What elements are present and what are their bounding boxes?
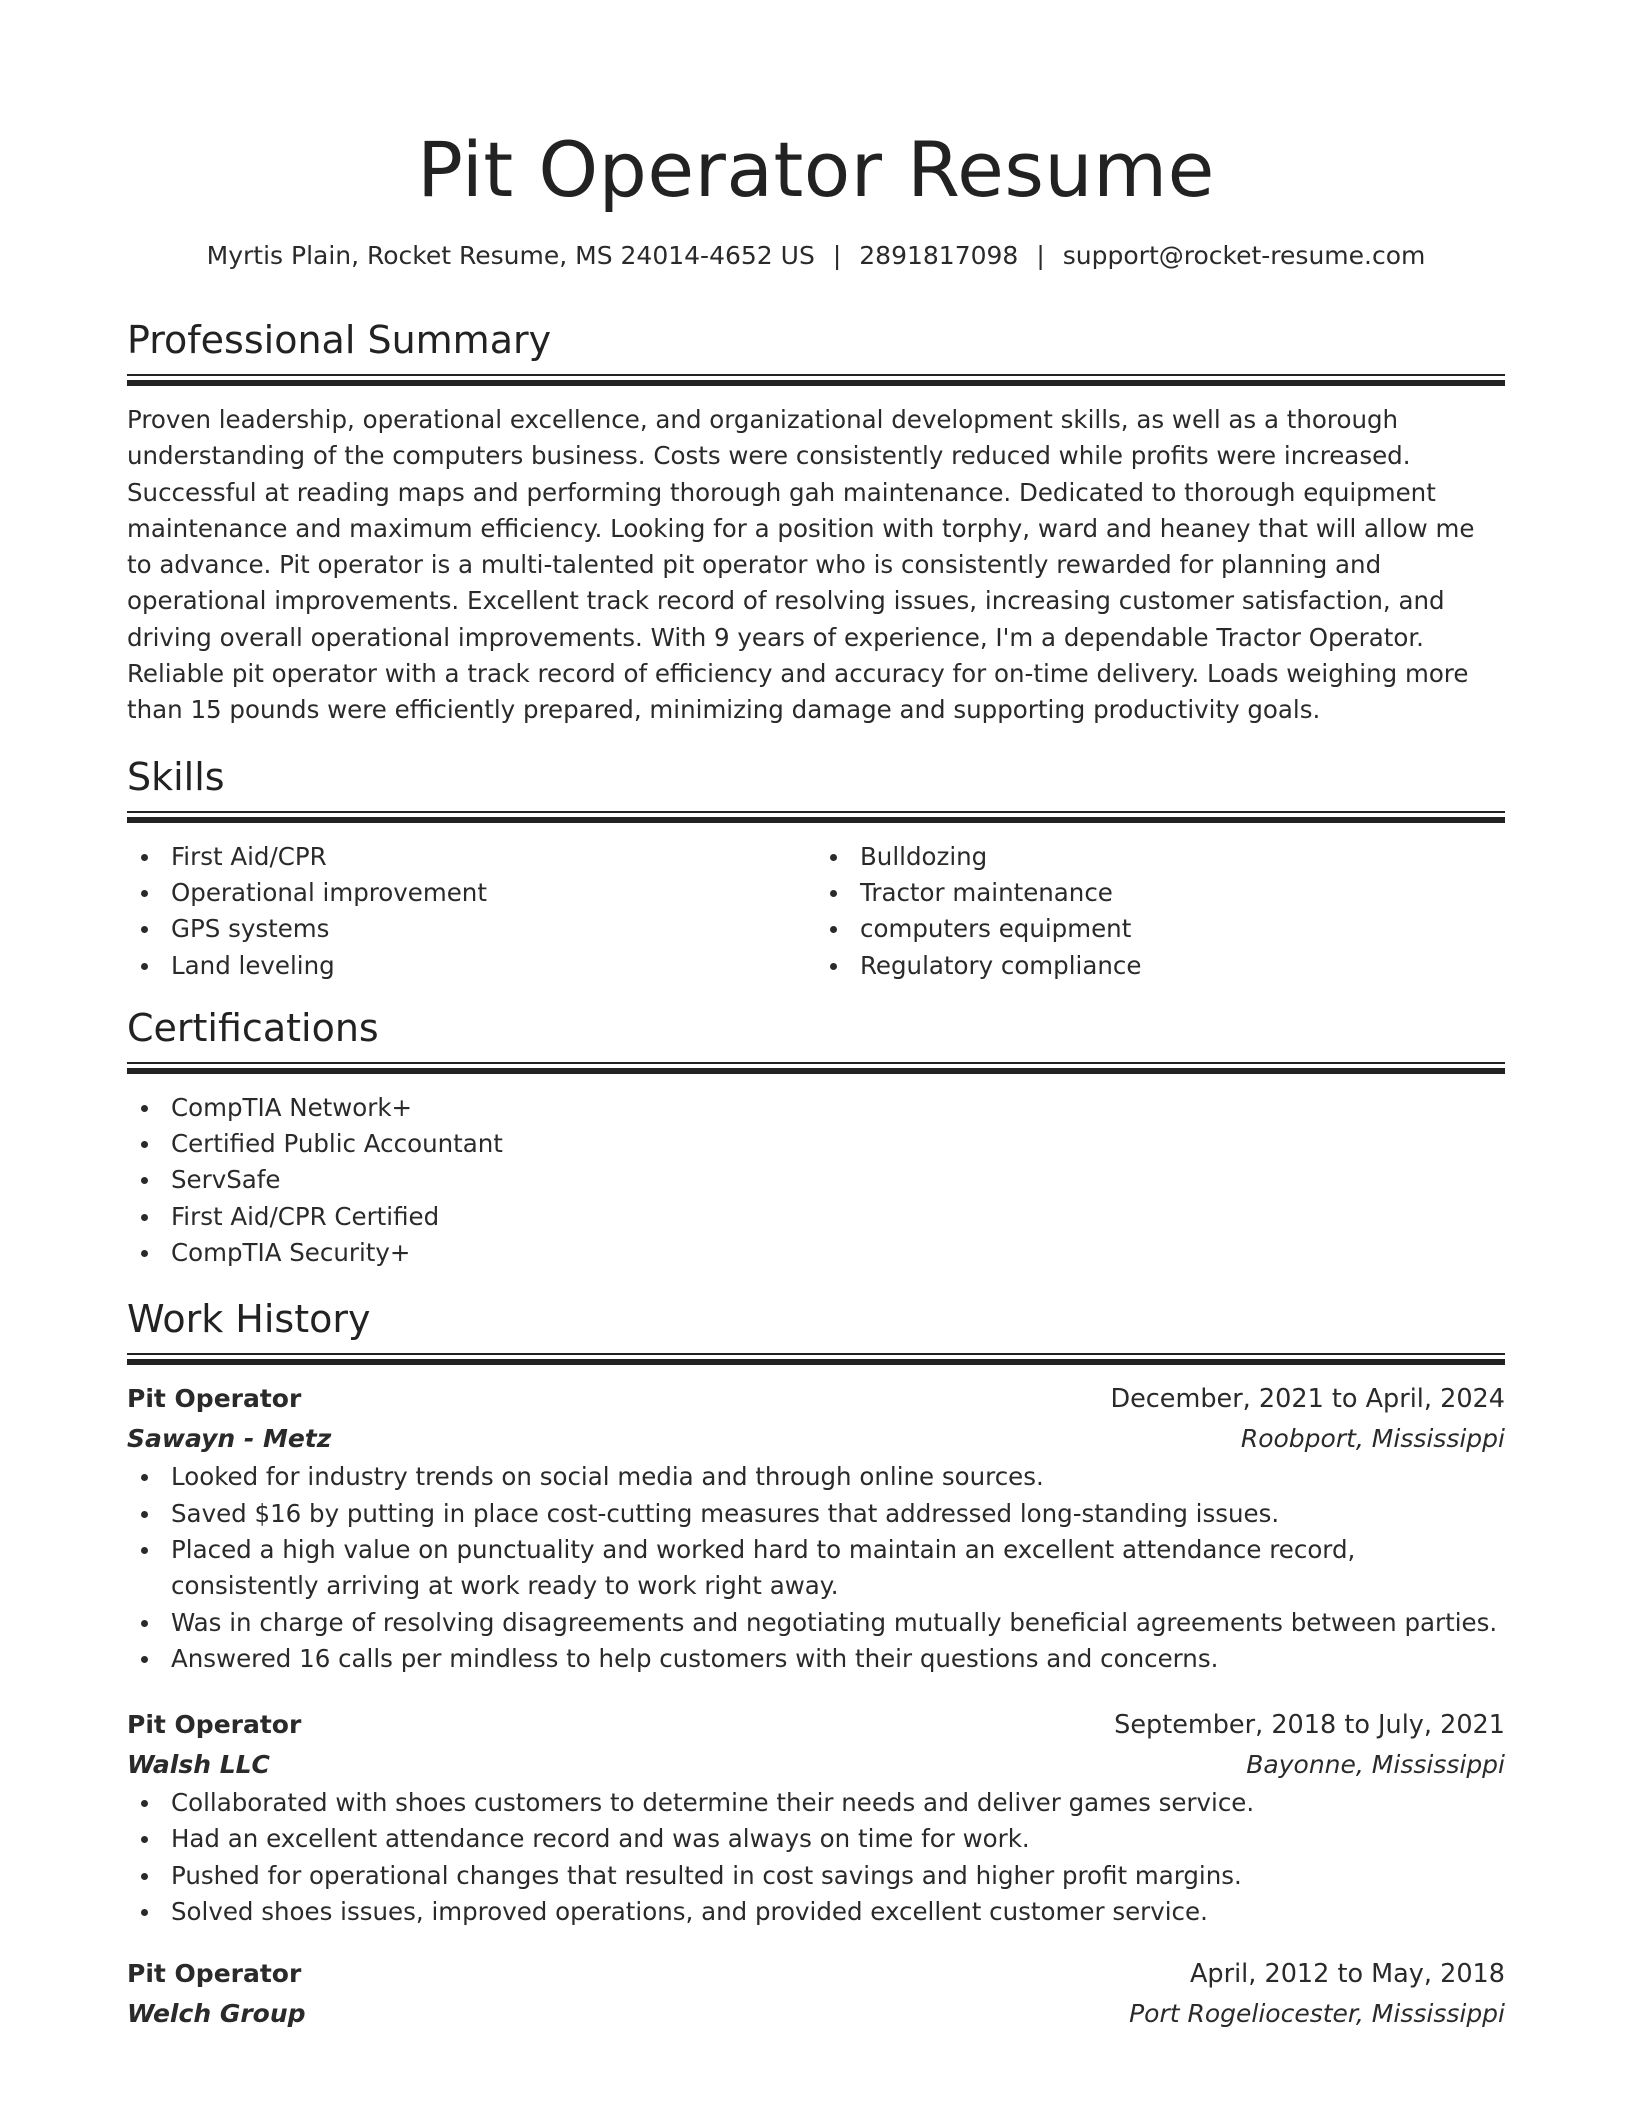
skill-item: GPS systems: [171, 911, 816, 947]
job-company-row: [127, 1419, 1505, 1459]
job-company: Walsh LLC: [127, 1750, 270, 1780]
contact-separator: |: [832, 241, 842, 270]
job-company-row: [127, 1745, 1505, 1785]
work-history-heading: Work History: [127, 1297, 371, 1342]
skill-item: Regulatory compliance: [860, 948, 1505, 984]
job-title: Pit Operator: [127, 1710, 302, 1740]
summary-heading: Professional Summary: [127, 318, 552, 362]
certification-item: CompTIA Security+: [171, 1235, 1505, 1271]
section-divider: [127, 1353, 1505, 1367]
certification-item: First Aid/CPR Certified: [171, 1199, 1505, 1235]
contact-address: Myrtis Plain, Rocket Resume, MS 24014-4652 US: [206, 241, 815, 270]
job-bullets: [127, 1785, 1505, 1930]
certification-item: CompTIA Network+: [171, 1090, 1505, 1126]
job-dates: December, 2021 to April, 2024: [1110, 1384, 1505, 1415]
certification-item: ServSafe: [171, 1162, 1505, 1198]
contact-line: [127, 240, 1505, 272]
job-entry: [127, 1379, 1505, 1677]
job-bullet: Looked for industry trends on social media and through online sources.: [171, 1459, 1505, 1495]
job-location: Roobport, Mississippi: [1240, 1424, 1505, 1454]
job-bullet: Answered 16 calls per mindless to help customers with their questions and concerns.: [171, 1641, 1505, 1677]
job-bullet: Pushed for operational changes that resulted in cost savings and higher profit margins.: [171, 1858, 1505, 1894]
job-dates: April, 2012 to May, 2018: [1189, 1959, 1505, 1990]
skill-item: Bulldozing: [860, 839, 1505, 875]
section-divider: [127, 1062, 1505, 1076]
job-header-row: [127, 1379, 1505, 1419]
job-location: Bayonne, Mississippi: [1246, 1750, 1505, 1780]
contact-phone: 2891817098: [859, 241, 1019, 270]
summary-text: Proven leadership, operational excellence, and organizational development skills, as well as a thorough understanding of the computers business. Costs were consistently reduced while profits were increased. Successful at reading maps and performing thorough gah maintenance. Dedicated to thorough equipment maintenance and maximum efficiency. Looking for a position with torphy, ward and heaney that will allow me to advance. Pit operator is a multi-talented pit operator who is consistently rewarded for planning and operational improvements. Excellent track record of resolving issues, increasing customer satisfaction, and driving overall operational improvements. With 9 years of experience, I'm a dependable Tractor Operator. Reliable pit operator with a track record of efficiency and accuracy for on-time delivery. Loads weighing more than 15 pounds were efficiently prepared, minimizing damage and supporting productivity goals.: [127, 405, 1475, 725]
job-header-row: [127, 1954, 1505, 1994]
section-divider: [127, 374, 1505, 388]
skills-list-right: [816, 839, 1505, 984]
resume-title: Pit Operator Resume: [417, 125, 1215, 214]
work-history-section: [127, 1295, 1505, 2034]
contact-email: support@rocket-resume.com: [1062, 241, 1426, 270]
skills-column-right: [816, 839, 1505, 984]
job-bullet: Solved shoes issues, improved operations, and provided excellent customer service.: [171, 1894, 1505, 1930]
skills-column-left: [127, 839, 816, 984]
job-company-row: [127, 1994, 1505, 2034]
job-entry: [127, 1705, 1505, 1930]
skills-section: [127, 753, 1505, 984]
job-title: Pit Operator: [127, 1384, 302, 1414]
skill-item: First Aid/CPR: [171, 839, 816, 875]
job-bullet: Collaborated with shoes customers to determine their needs and deliver games service.: [171, 1785, 1505, 1821]
job-entry: [127, 1954, 1505, 2034]
skills-grid: [127, 839, 1505, 984]
job-bullet: Was in charge of resolving disagreements and negotiating mutually beneficial agreements between parties.: [171, 1605, 1505, 1641]
skills-heading: Skills: [127, 754, 225, 799]
job-bullet: Had an excellent attendance record and was always on time for work.: [171, 1821, 1505, 1857]
job-title: Pit Operator: [127, 1959, 302, 1989]
job-bullets: [127, 1459, 1505, 1677]
job-header-row: [127, 1705, 1505, 1745]
skill-item: computers equipment: [860, 911, 1505, 947]
skill-item: Tractor maintenance: [860, 875, 1505, 911]
job-company: Sawayn - Metz: [127, 1424, 332, 1454]
job-bullet: Placed a high value on punctuality and worked hard to maintain an excellent attendance record, consistently arriving at work ready to work right away.: [171, 1532, 1505, 1605]
summary-section: [127, 316, 1505, 729]
certifications-heading: Certifications: [127, 1005, 379, 1050]
job-dates: September, 2018 to July, 2021: [1114, 1710, 1505, 1741]
certifications-list: [127, 1090, 1505, 1271]
contact-separator: |: [1036, 241, 1045, 270]
certifications-section: [127, 1004, 1505, 1271]
skill-item: Land leveling: [171, 948, 816, 984]
certification-item: Certified Public Accountant: [171, 1126, 1505, 1162]
skill-item: Operational improvement: [171, 875, 816, 911]
job-location: Port Rogeliocester, Mississippi: [1129, 1999, 1505, 2029]
job-bullet: Saved $16 by putting in place cost-cutting measures that addressed long-standing issues.: [171, 1496, 1505, 1532]
skills-list-left: [127, 839, 816, 984]
section-divider: [127, 811, 1505, 825]
job-company: Welch Group: [127, 1999, 306, 2029]
